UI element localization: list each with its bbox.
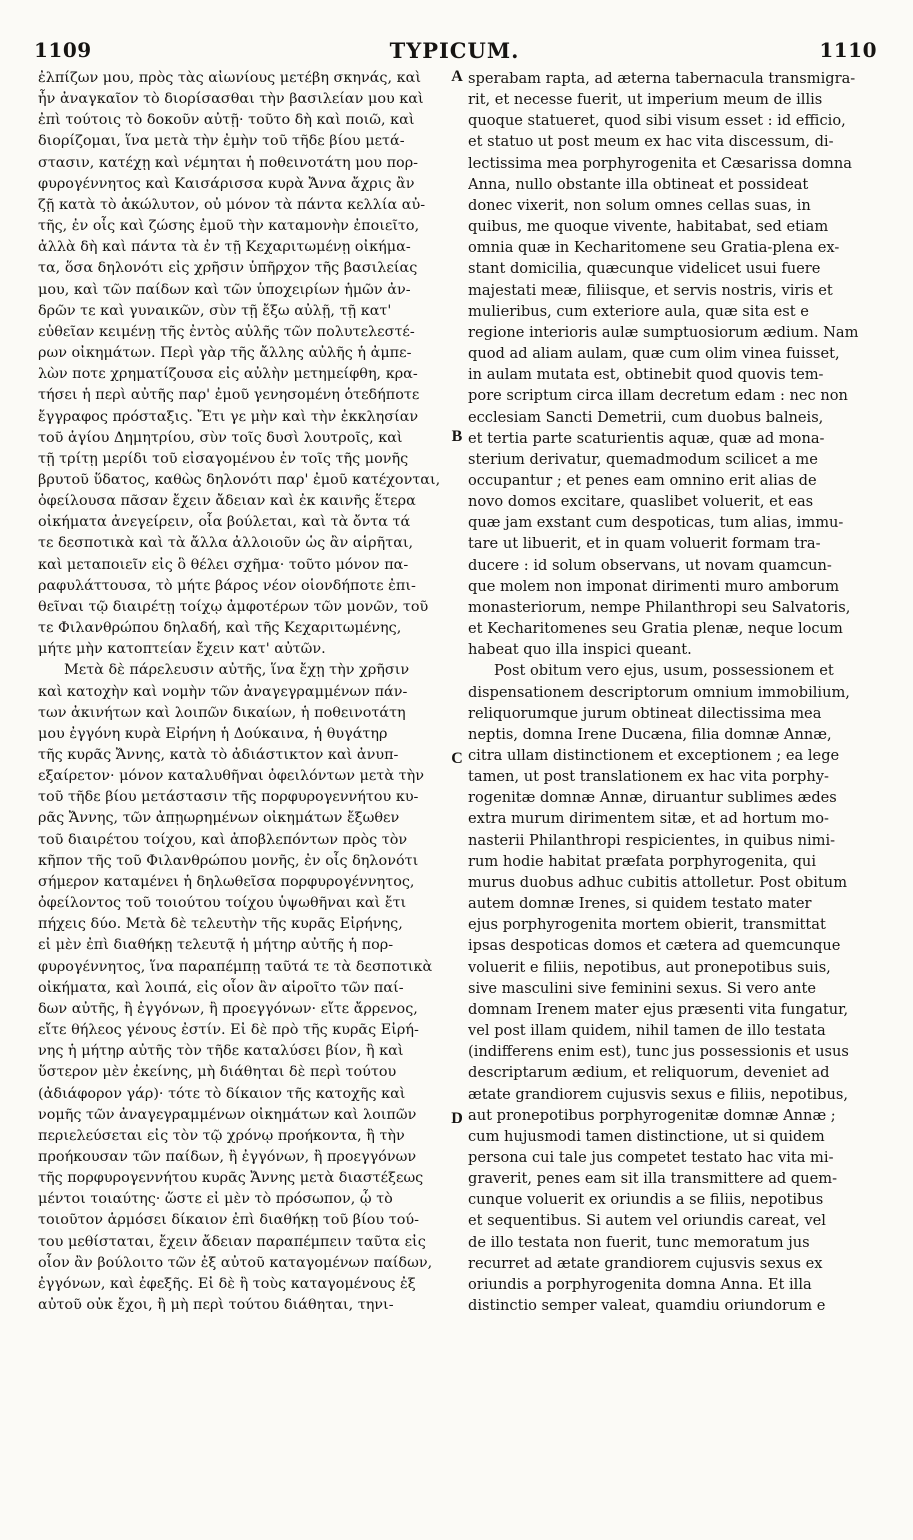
latin-text-line: sive masculini sive feminini sexus. Si vero ante: [468, 979, 817, 997]
greek-text-line: δων αὐτῆς, ἢ ἐγγόνων, ἢ προεγγόνων· εἴτε ἄρρενος,: [38, 1000, 418, 1017]
greek-text-line: προήκουσαν τῶν παίδων, ἢ ἐγγόνων, ἢ προεγγόνων: [38, 1148, 417, 1165]
margin-letter-b: B: [451, 428, 463, 445]
latin-text-line: mulieribus, cum exteriore aula, quæ sita est e: [468, 302, 809, 320]
greek-text-line: εὐθεῖαν κειμένῃ τῆς ἐντὸς αὐλῆς τῶν πολυτελεστέ-: [38, 323, 415, 340]
greek-text-line: διορίζομαι, ἵνα μετὰ τὴν ἐμὴν τοῦ τῆδε βίου μετά-: [38, 133, 405, 150]
greek-text-column: [38, 68, 448, 1316]
latin-text-line: dispensationem descriptorum omnium immobilium,: [468, 683, 850, 701]
greek-text-line: τοῦ ἁγίου Δημητρίου, σὺν τοῖς δυσὶ λουτροῖς, καὶ: [38, 429, 403, 446]
greek-text-line: κῆπον τῆς τοῦ Φιλανθρώπου μονῆς, ἐν οἷς δηλονότι: [38, 852, 419, 869]
latin-text-line: neptis, domna Irene Ducæna, filia domnæ Annæ,: [468, 725, 832, 743]
latin-text-line: voluerit e filiis, nepotibus, aut pronepotibus suis,: [468, 958, 831, 976]
latin-text-line: in aulam mutata est, obtinebit quod quovis tem-: [468, 366, 824, 384]
latin-text-line: quod ad aliam aulam, quæ cum olim vinea fuisset,: [468, 345, 840, 363]
latin-text-line: graverit, penes eam sit illa transmittere ad quem-: [468, 1170, 838, 1188]
greek-text-line: τοιοῦτον ἁρμόσει δίκαιον ἐπὶ διαθήκῃ τοῦ βίου τού-: [38, 1212, 419, 1229]
greek-text-line: καὶ κατοχὴν καὶ νομὴν τῶν ἀναγεγραμμένων πάν-: [38, 683, 408, 700]
greek-text-line: νης ἡ μήτηρ αὐτῆς τὸν τῆδε καταλύσει βίον, ἢ καὶ: [38, 1043, 404, 1060]
margin-letter-d: D: [451, 1110, 463, 1127]
latin-text-line: tamen, ut post translationem ex hac vita porphy-: [468, 768, 829, 786]
margin-letter-c: C: [451, 750, 463, 767]
greek-text-line: ἀλλὰ δὴ καὶ πάντα τὰ ἐν τῇ Κεχαριτωμένῃ οἰκήμα-: [38, 239, 411, 256]
margin-letter-a: A: [451, 68, 463, 85]
latin-text-line: aut pronepotibus porphyrogenitæ domnæ Annæ ;: [468, 1106, 836, 1124]
greek-text-line: ἦν ἀναγκαῖον τὸ διορίσασθαι τὴν βασιλείαν μου καὶ: [38, 91, 424, 108]
greek-text-line: ὀφείλουσα πᾶσαν ἔχειν ἄδειαν καὶ ἐκ καινῆς ἕτερα: [38, 493, 416, 510]
latin-text-line: quoque statueret, quod sibi visum esset : id efficio,: [468, 112, 846, 130]
greek-text-line: ἐγγόνων, καὶ ἐφεξῆς. Εἰ δὲ ἢ τοὺς καταγομένους ἐξ: [38, 1275, 416, 1292]
latin-text-line: persona cui tale jus competet testato hac vita mi-: [468, 1148, 834, 1166]
latin-text-line: ipsas despoticas domos et cætera ad quemcunque: [468, 937, 841, 955]
latin-text-line: et tertia parte scaturientis aquæ, quæ ad mona-: [468, 429, 825, 447]
greek-text-line: τῇ τρίτῃ μερίδι τοῦ εἰσαγομένου ἐν τοῖς τῆς μονῆς: [38, 450, 409, 467]
greek-text-line: ἐλπίζων μου, πρὸς τὰς αἰωνίους μετέβη σκηνάς, καὶ: [38, 70, 421, 86]
latin-text-line: reliquorumque jurum obtineat dilectissima mea: [468, 704, 822, 722]
greek-text-line: (ἀδιάφορον γάρ)· τότε τὸ δίκαιον τῆς κατοχῆς καὶ: [38, 1085, 406, 1102]
greek-text-line: δρῶν τε καὶ γυναικῶν, σὺν τῇ ἔξω αὐλῇ, τῇ κατ': [38, 302, 392, 319]
latin-text-line: novo domos excitare, quaslibet voluerit, et eas: [468, 493, 814, 511]
running-title: TYPICUM.: [389, 38, 520, 63]
latin-text-line: extra murum dirimentem sitæ, et ad hortum mo-: [468, 810, 829, 828]
latin-text-line: Post obitum vero ejus, usum, possessionem et: [494, 662, 834, 680]
latin-text-line: majestati meæ, filiisque, et servis nostris, viris et: [468, 281, 833, 299]
latin-text-line: de illo testata non fuerit, tunc memoratum jus: [468, 1233, 810, 1251]
greek-text-line: πήχεις δύο. Μετὰ δὲ τελευτὴν τῆς κυρᾶς Εἰρήνης,: [38, 916, 403, 933]
latin-text-line: citra ullam distinctionem et exceptionem ; ea lege: [468, 747, 840, 764]
latin-text-line: rum hodie habitat præfata porphyrogenita, qui: [468, 852, 816, 870]
greek-text-line: νομῆς τῶν ἀναγεγραμμένων οἰκημάτων καὶ λοιπῶν: [38, 1106, 417, 1123]
latin-text-line: Anna, nullo obstante illa obtineat et possideat: [468, 175, 809, 193]
greek-text-line: του μεθίσταται, ἔχειν ἄδειαν παραπέμπειν ταῦτα εἰς: [38, 1233, 426, 1250]
latin-text-line: monasteriorum, nempe Philanthropi seu Salvatoris,: [468, 598, 851, 616]
latin-text-line: cum hujusmodi tamen distinctione, ut si quidem: [468, 1127, 825, 1145]
greek-text-line: στασιν, κατέχῃ καὶ νέμηται ἡ ποθεινοτάτη μου πορ-: [38, 154, 419, 171]
latin-text-line: et Kecharitomenes seu Gratia plenæ, neque locum: [468, 620, 843, 638]
greek-text-line: οἰκήματα ἀνεγείρειν, οἷα βούλεται, καὶ τὰ ὄντα τά: [38, 514, 411, 531]
greek-text-line: τοῦ διαιρέτου τοίχου, καὶ ἀποβλεπόντων πρὸς τὸν: [38, 831, 408, 848]
running-header: [32, 38, 877, 66]
greek-text-line: περιελεύσεται εἰς τὸν τῷ χρόνῳ προήκοντα, ἢ τὴν: [38, 1127, 405, 1144]
latin-text-line: domnam Irenem mater ejus præsenti vita fungatur,: [468, 1000, 849, 1018]
greek-text-line: τήσει ἡ περὶ αὐτῆς παρ' ἐμοῦ γενησομένη ὁτεδήποτε: [38, 387, 420, 404]
greek-text-line: ζῇ κατὰ τὸ ἀκώλυτον, οὐ μόνον τὰ πάντα κελλία αὐ-: [38, 196, 426, 213]
greek-text-line: εἴτε θήλεος γένους ἐστίν. Εἰ δὲ πρὸ τῆς κυρᾶς Εἰρή-: [38, 1022, 419, 1039]
greek-text-line: τῆς, ἐν οἷς καὶ ζώσης ἐμοῦ τὴν καταμονὴν ἐποιεῖτο,: [38, 218, 420, 235]
latin-text-line: regione interioris aulæ sumptuosiorum ædium. Nam: [468, 323, 859, 341]
latin-text-line: autem domnæ Irenes, si quidem testato mater: [468, 895, 812, 913]
latin-text-line: distinctio semper valeat, quamdiu oriundorum e: [468, 1297, 826, 1315]
latin-text-line: rit, et necesse fuerit, ut imperium meum de illis: [468, 91, 823, 109]
page-number-left: 1109: [34, 38, 92, 62]
latin-text-line: pore scriptum circa illam decretum edam : nec non: [468, 387, 848, 405]
greek-text-line: καὶ μεταποιεῖν εἰς ὃ θέλει σχῆμα· τοῦτο μόνον πα-: [38, 556, 409, 573]
greek-text-line: αὐτοῦ οὐκ ἔχοι, ἢ μὴ περὶ τούτου διάθηται, τηνι-: [38, 1297, 394, 1314]
greek-text-line: μήτε μὴν κατοπτείαν ἔχειν κατ' αὐτῶν.: [38, 641, 326, 658]
latin-text-line: recurret ad ætate grandiorem cujusvis sexus ex: [468, 1254, 823, 1272]
greek-text-line: σήμερον καταμένει ἡ δηλωθεῖσα πορφυρογέννητος,: [38, 873, 415, 890]
greek-text-line: οἷον ἂν βούλοιτο τῶν ἐξ αὐτοῦ καταγομένων παίδων,: [38, 1254, 433, 1271]
latin-text-line: habeat quo illa inspici queant.: [468, 641, 692, 659]
latin-text-line: stant domicilia, quæcunque videlicet usui fuere: [468, 260, 821, 278]
latin-text-line: cunque voluerit ex oriundis a se filiis, nepotibus: [468, 1191, 824, 1209]
greek-text-line: ὀφείλοντος τοῦ τοιούτου τοίχου ὑψωθῆναι καὶ ἔτι: [38, 895, 407, 912]
latin-text-line: donec vixerit, non solum omnes cellas suas, in: [468, 196, 811, 214]
greek-text-line: θεῖναι τῷ διαιρέτῃ τοίχῳ ἀμφοτέρων τῶν μονῶν, τοῦ: [38, 598, 429, 615]
greek-text-line: μέντοι τοιαύτης· ὥστε εἰ μὲν τὸ πρόσωπον, ᾧ τὸ: [38, 1191, 393, 1208]
latin-text-line: descriptarum ædium, et reliquorum, deveniet ad: [468, 1064, 830, 1082]
greek-text-line: φυρογέννητος καὶ Καισάρισσα κυρὰ Ἄννα ἄχρις ἂν: [38, 175, 415, 192]
latin-text-line: tare ut libuerit, et in quam voluerit formam tra-: [468, 535, 821, 553]
latin-text-line: quæ jam exstant cum despoticas, tum alias, immu-: [468, 514, 844, 532]
greek-text-line: τῆς πορφυρογεννήτου κυρᾶς Ἄννης μετὰ διαστέξεως: [38, 1170, 424, 1187]
latin-text-line: ejus porphyrogenita mortem obierit, transmittat: [468, 916, 826, 934]
greek-text-line: φυρογέννητος, ἵνα παραπέμπῃ ταῦτά τε τὰ δεσποτικὰ: [38, 958, 433, 975]
greek-text-line: ρων οἰκημάτων. Περὶ γὰρ τῆς ἄλλης αὐλῆς ἡ ἀμπε-: [38, 345, 412, 362]
greek-text-line: ραφυλάττουσα, τὸ μήτε βάρος νέον οἱονδήποτε ἐπι-: [38, 577, 416, 594]
greek-text-line: εἰ μὲν ἐπὶ διαθήκῃ τελευτᾷ ἡ μήτηρ αὐτῆς ἡ πορ-: [38, 937, 394, 954]
page-number-right: 1110: [819, 38, 877, 62]
latin-text-line: murus duobus adhuc cubitis attolletur. Post obitum: [468, 873, 848, 891]
latin-text-line: sperabam rapta, ad æterna tabernacula transmigra-: [468, 70, 856, 87]
latin-text-line: (indifferens enim est), tunc jus possessionis et usus: [468, 1043, 849, 1061]
latin-text-line: ducere : id solum observans, ut novam quamcun-: [468, 556, 832, 574]
greek-text-line: μου, καὶ τῶν παίδων καὶ τῶν ὑποχειρίων ἡμῶν ἀν-: [38, 281, 411, 298]
latin-text-line: quibus, me quoque vivente, habitabat, sed etiam: [468, 218, 829, 236]
greek-text-line: μου ἐγγόνη κυρὰ Εἰρήνη ἡ Δούκαινα, ἡ θυγάτηρ: [38, 725, 388, 742]
greek-text-line: ὕστερον μὲν ἐκείνης, μὴ διάθηται δὲ περὶ τούτου: [38, 1064, 397, 1081]
latin-text-column: [468, 68, 878, 1316]
latin-text-line: nasterii Philanthropi respicientes, in quibus nimi-: [468, 831, 836, 849]
latin-text-line: occupantur ; et penes eam omnino erit alias de: [468, 471, 817, 489]
latin-text-line: et statuo ut post meum ex hac vita discessum, di-: [468, 133, 834, 151]
greek-text-line: οἰκήματα, καὶ λοιπά, εἰς οἷον ἂν αἱροῖτο τῶν παί-: [38, 979, 404, 996]
greek-text-line: λὼν ποτε χρηματίζουσα εἰς αὐλὴν μετημείφθη, κρα-: [38, 366, 418, 383]
greek-text-line: ρᾶς Ἄννης, τῶν ἀπῃωρημένων οἰκημάτων ἔξωθεν: [38, 810, 400, 827]
latin-text-line: omnia quæ in Kecharitomene seu Gratia-plena ex-: [468, 239, 840, 257]
greek-text-line: τῆς κυρᾶς Ἄννης, κατὰ τὸ ἀδιάστικτον καὶ ἀνυπ-: [38, 747, 399, 763]
greek-text-line: τε δεσποτικὰ καὶ τὰ ἄλλα ἀλλοιοῦν ὡς ἂν αἱρῆται,: [38, 535, 414, 552]
latin-text-line: ætate grandiorem cujusvis sexus e filiis, nepotibus,: [468, 1085, 848, 1103]
latin-text-line: rogenitæ domnæ Annæ, diruantur sublimes ædes: [468, 789, 837, 807]
latin-text-line: vel post illam quidem, nihil tamen de illo testata: [468, 1022, 826, 1040]
greek-text-line: ἐπὶ τούτοις τὸ δοκοῦν αὐτῇ· τοῦτο δὴ καὶ ποιῶ, καὶ: [38, 112, 415, 129]
greek-text-line: Μετὰ δὲ πάρελευσιν αὐτῆς, ἵνα ἔχῃ τὴν χρῆσιν: [64, 662, 410, 679]
greek-text-line: τοῦ τῆδε βίου μετάστασιν τῆς πορφυρογεννήτου κυ-: [38, 789, 419, 806]
latin-text-line: lectissima mea porphyrogenita et Cæsarissa domna: [468, 154, 852, 172]
greek-text-line: ἔγγραφος πρόσταξις. Ἔτι γε μὴν καὶ τὴν ἐκκλησίαν: [38, 408, 419, 425]
greek-text-line: εξαίρετον· μόνον καταλυθῆναι ὀφειλόντων μετὰ τὴν: [38, 768, 424, 785]
greek-text-line: τα, ὅσα δηλονότι εἰς χρῆσιν ὑπῆρχον τῆς βασιλείας: [38, 260, 418, 277]
greek-text-line: βρυτοῦ ὕδατος, καθὼς δηλονότι παρ' ἐμοῦ κατέχονται,: [38, 471, 441, 488]
latin-text-line: sterium derivatur, quemadmodum scilicet a me: [468, 450, 818, 468]
latin-text-line: oriundis a porphyrogenita domna Anna. Et illa: [468, 1275, 812, 1293]
latin-text-line: ecclesiam Sancti Demetrii, cum duobus balneis,: [468, 408, 824, 426]
latin-text-line: et sequentibus. Si autem vel oriundis careat, vel: [468, 1212, 826, 1230]
greek-text-line: των ἀκινήτων καὶ λοιπῶν δικαίων, ἡ ποθεινοτάτη: [38, 704, 406, 721]
latin-text-line: que molem non imponat dirimenti muro amborum: [468, 577, 840, 595]
greek-text-line: τε Φιλανθρώπου δηλαδή, καὶ τῆς Κεχαριτωμένης,: [38, 620, 402, 637]
